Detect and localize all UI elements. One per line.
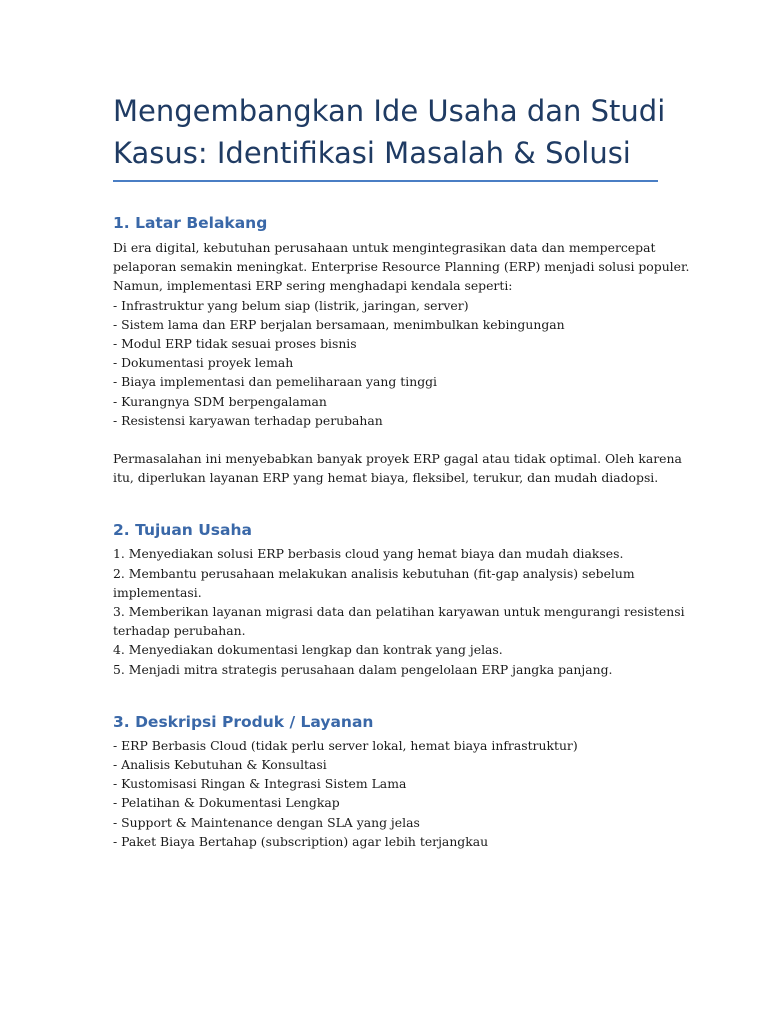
text-line: Namun, implementasi ERP sering menghadapi kendala seperti: — [113, 278, 513, 294]
text-line: itu, diperlukan layanan ERP yang hemat biaya, fleksibel, terukur, dan mudah diadopsi. — [113, 470, 659, 486]
list-item: 4. Menyediakan dokumentasi lengkap dan kontrak yang jelas. — [113, 642, 503, 658]
list-item: implementasi. — [113, 584, 202, 600]
list-item: - Pelatihan & Dokumentasi Lengkap — [113, 795, 340, 811]
list-item: - Modul ERP tidak sesuai proses bisnis — [113, 336, 357, 352]
list-item: - Infrastruktur yang belum siap (listrik, jaringan, server) — [113, 297, 469, 313]
list-item: 3. Memberikan layanan migrasi data dan pelatihan karyawan untuk mengurangi resistensi — [113, 604, 685, 620]
list-item: - Biaya implementasi dan pemeliharaan yang tinggi — [113, 374, 438, 390]
text-line: Di era digital, kebutuhan perusahaan untuk mengintegrasikan data dan mempercepat — [113, 240, 656, 255]
section-heading: 2. Tujuan Usaha — [113, 521, 252, 540]
list-item: - Support & Maintenance dengan SLA yang jelas — [113, 814, 420, 830]
section-deskripsi-produk — [113, 712, 658, 851]
list-item: 1. Menyediakan solusi ERP berbasis cloud yang hemat biaya dan mudah diakses. — [113, 546, 624, 562]
document-title — [113, 90, 666, 182]
section-body — [113, 736, 658, 851]
list-item: - Analisis Kebutuhan & Konsultasi — [113, 757, 327, 773]
title-line-1: Mengembangkan Ide Usaha dan Studi — [113, 94, 666, 128]
list-item: - Kurangnya SDM berpengalaman — [113, 393, 327, 409]
list-item: - Sistem lama dan ERP berjalan bersamaan, menimbulkan kebingungan — [113, 316, 565, 332]
section-tujuan-usaha — [113, 520, 685, 678]
title-line-2: Kasus: Identifikasi Masalah & Solusi — [113, 136, 631, 170]
text-line: Permasalahan ini menyebabkan banyak proyek ERP gagal atau tidak optimal. Oleh karena — [113, 451, 682, 467]
list-item: - Kustomisasi Ringan & Integrasi Sistem Lama — [113, 776, 407, 792]
section-latar-belakang — [113, 213, 690, 487]
section-body — [113, 238, 690, 487]
section-heading: 3. Deskripsi Produk / Layanan — [113, 712, 374, 731]
list-item: - Paket Biaya Bertahap (subscription) agar lebih terjangkau — [113, 833, 489, 849]
list-item: 2. Membantu perusahaan melakukan analisis kebutuhan (fit-gap analysis) sebelum — [113, 565, 635, 581]
list-item: - Dokumentasi proyek lemah — [113, 355, 294, 371]
section-body — [113, 544, 685, 678]
document-page — [113, 90, 690, 851]
list-item: - Resistensi karyawan terhadap perubahan — [113, 412, 383, 428]
section-heading: 1. Latar Belakang — [113, 214, 268, 232]
text-line: pelaporan semakin meningkat. Enterprise Resource Planning (ERP) menjadi solusi populer. — [113, 259, 690, 275]
paragraph-spacer — [113, 430, 658, 449]
list-item: 5. Menjadi mitra strategis perusahaan dalam pengelolaan ERP jangka panjang. — [113, 661, 613, 677]
list-item: - ERP Berbasis Cloud (tidak perlu server lokal, hemat biaya infrastruktur) — [113, 737, 578, 753]
list-item: terhadap perubahan. — [113, 623, 246, 639]
